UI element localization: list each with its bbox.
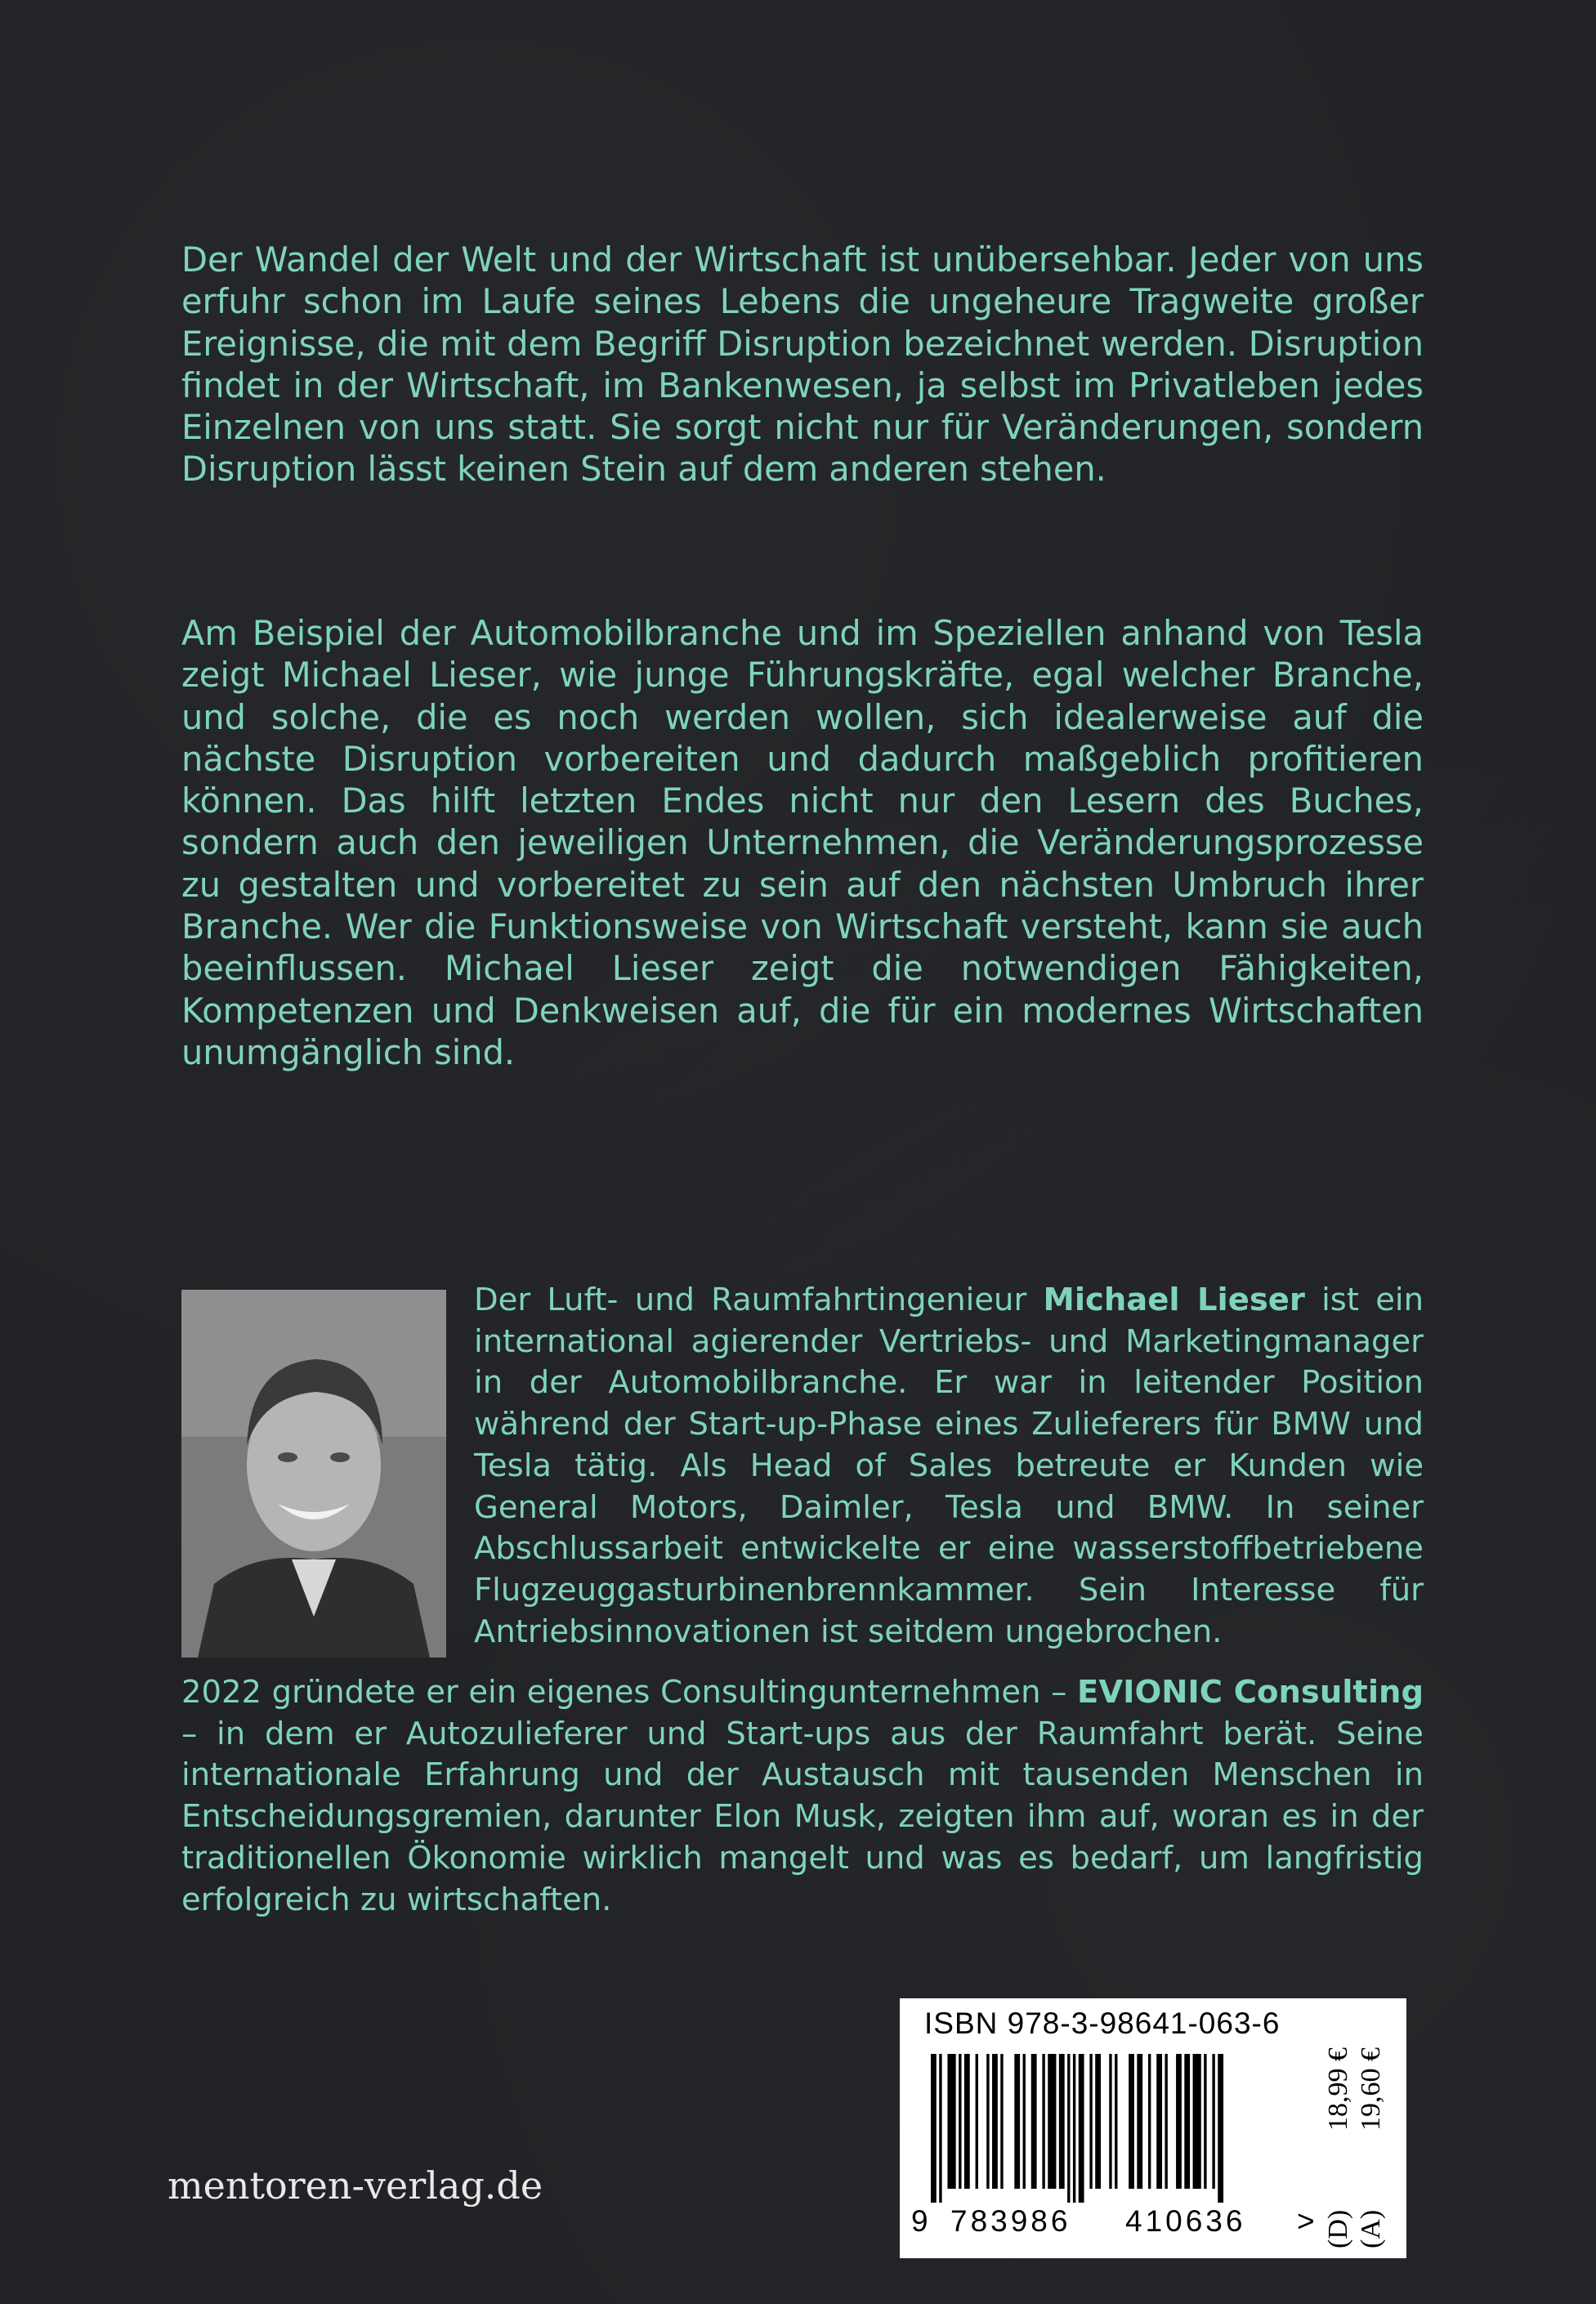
barcode-bar bbox=[1095, 2054, 1101, 2189]
barcode-digits-right: 410636 bbox=[1125, 2204, 1246, 2238]
bio-text-2: 2022 gründete er ein eigenes Consultingunternehmen – bbox=[181, 1674, 1078, 1711]
barcode-bar bbox=[1059, 2054, 1065, 2189]
barcode-bar bbox=[1089, 2054, 1092, 2189]
barcode-bars bbox=[931, 2054, 1290, 2203]
author-name: Michael Lieser bbox=[1043, 1282, 1305, 1318]
isbn-label: ISBN 978-3-98641-063-6 bbox=[924, 2006, 1281, 2040]
price-austria: 19,60 € bbox=[1356, 2047, 1386, 2131]
barcode-bar bbox=[1129, 2054, 1134, 2189]
barcode-bar bbox=[959, 2054, 961, 2189]
barcode-bar bbox=[1000, 2054, 1003, 2189]
barcode-bar bbox=[976, 2054, 978, 2189]
barcode-bar bbox=[1067, 2054, 1070, 2203]
barcode-bar bbox=[1137, 2054, 1142, 2189]
bio-text-3: – in dem er Autozulieferer und Start-ups aus der Raumfahrt berät. Seine internationale Erfahrung und der Austausch mit tausenden Menschen in Entscheidungsgremien, darunter Elon Musk, zeigten ihm auf, woran es in der traditionellen Ökonomie wirklich mangelt und was es bedarf, um langfristig erfolgreich zu wirtschaften. bbox=[181, 1715, 1424, 1918]
barcode-bar bbox=[1165, 2054, 1167, 2189]
barcode-bar bbox=[1109, 2054, 1111, 2189]
publisher-website[interactable]: mentoren-verlag.de bbox=[168, 2163, 543, 2208]
barcode-bar bbox=[992, 2054, 998, 2189]
barcode-digits-left: 783986 bbox=[950, 2204, 1071, 2238]
barcode-bar bbox=[1079, 2054, 1084, 2203]
barcode-bar bbox=[1115, 2054, 1117, 2189]
barcode-bar bbox=[1031, 2054, 1037, 2189]
barcode-bar bbox=[1184, 2054, 1190, 2189]
barcode-bar bbox=[1204, 2054, 1206, 2189]
barcode-quiet-mark: > bbox=[1297, 2204, 1315, 2238]
barcode-bar bbox=[1023, 2054, 1026, 2189]
company-name: EVIONIC Consulting bbox=[1077, 1674, 1424, 1711]
barcode-bar bbox=[1014, 2054, 1020, 2189]
barcode-bar bbox=[964, 2054, 970, 2189]
isbn-barcode-box bbox=[900, 1998, 1406, 2258]
blurb-paragraph-1: Der Wandel der Welt und der Wirtschaft ist unübersehbar. Jeder von uns erfuhr schon im Laufe seines Lebens die ungeheure Tragweite großer Ereignisse, die mit dem Begriff Disruption bezeichnet werden. Disruption findet in der Wirtschaft, im Bankenwesen, ja selbst im Privatleben jedes Einzelnen von uns statt. Sie sorgt nicht nur für Veränderungen, sondern Disruption lässt keinen Stein auf dem anderen stehen. bbox=[181, 239, 1424, 490]
bio-intro: Der Luft- und Raumfahrtingenieur bbox=[474, 1282, 1044, 1318]
barcode-bar bbox=[986, 2054, 989, 2189]
barcode-bar bbox=[931, 2054, 937, 2203]
barcode-bar bbox=[1073, 2054, 1075, 2203]
author-photo bbox=[181, 1290, 446, 1658]
barcode-bar bbox=[1148, 2054, 1151, 2189]
country-code-austria: (A) bbox=[1356, 2209, 1386, 2248]
barcode-bar bbox=[1193, 2054, 1201, 2189]
barcode-bar bbox=[1218, 2054, 1223, 2203]
blurb-paragraph-2: Am Beispiel der Automobilbranche und im Speziellen anhand von Tesla zeigt Michael Lieser, wie junge Führungskräfte, egal welcher Branche, und solche, die es noch werden wollen, sich idealerweise auf die nächste Disruption vorbereiten und dadurch maßgeblich profitieren können. Das hilft letzten Endes nicht nur den Lesern des Buches, sondern auch den jeweiligen Unternehmen, die Veränderungsprozesse zu gestalten und vorbereitet zu sein auf den nächsten Umbruch ihrer Branche. Wer die Funktionsweise von Wirtschaft versteht, kann sie auch beeinflussen. Michael Lieser zeigt die notwendigen Fähigkeiten, Kompetenzen und Denkweisen auf, die für ein modernes Wirtschaften unumgänglich sind. bbox=[181, 613, 1424, 1072]
price-germany: 18,99 € bbox=[1323, 2047, 1353, 2131]
barcode-bar bbox=[1048, 2054, 1056, 2189]
barcode-bar bbox=[1042, 2054, 1044, 2189]
barcode-digit-first: 9 bbox=[911, 2204, 928, 2238]
barcode-bar bbox=[1212, 2054, 1214, 2189]
barcode-bar bbox=[1156, 2054, 1162, 2189]
barcode-bar bbox=[947, 2054, 955, 2189]
bio-text-1: ist ein international agierender Vertriebs- und Marketingmanager in der Automobilbranche. Er war in leitender Position während der Start-up-Phase eines Zulieferers für BMW und Tesla tätig. Als Head of Sales betreute er Kunden wie General Motors, Daimler, Tesla und BMW. In seiner Abschlussarbeit entwickelte er eine wasserstoffbetriebene Flugzeuggasturbinenbrennkammer. Sein Interesse für Antriebsinnovationen ist seitdem ungebrochen. bbox=[474, 1282, 1424, 1650]
barcode-bar bbox=[1176, 2054, 1182, 2189]
author-bio bbox=[181, 1280, 1424, 1921]
barcode-bar bbox=[939, 2054, 941, 2203]
country-code-germany: (D) bbox=[1323, 2209, 1353, 2248]
